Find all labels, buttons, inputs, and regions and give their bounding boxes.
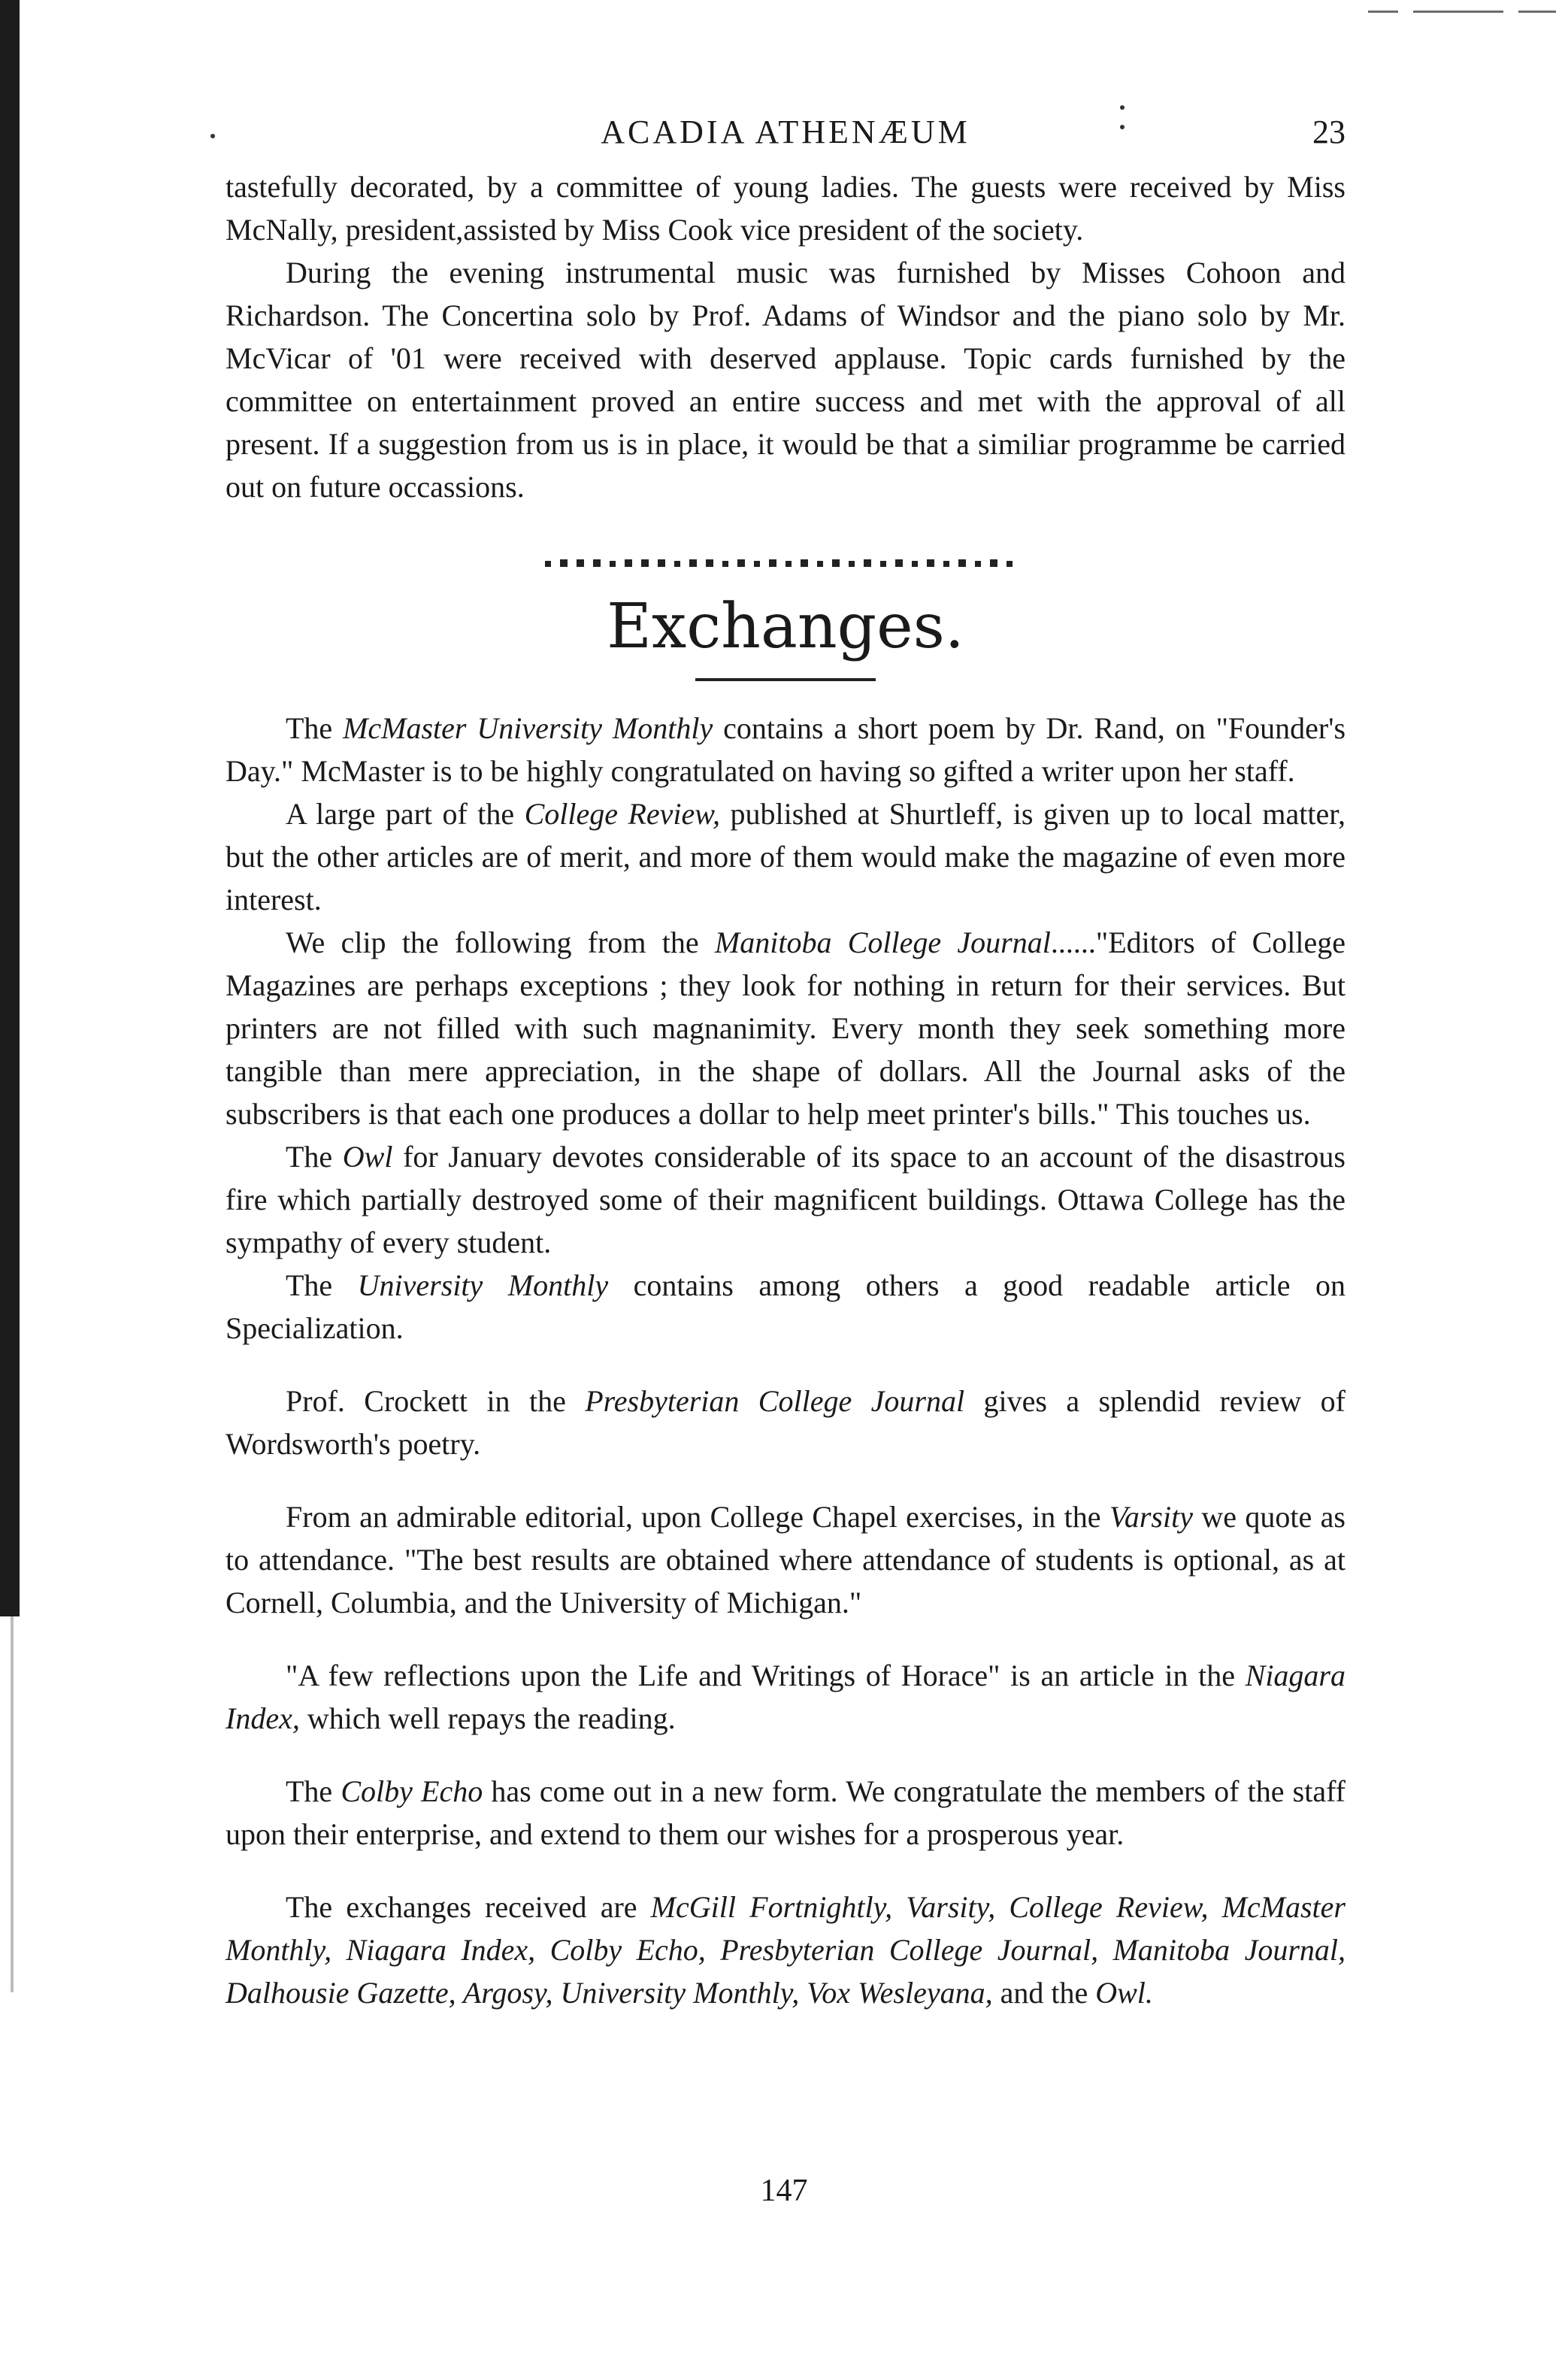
paragraph-text: Prof. Crockett in the [286, 1384, 586, 1418]
exchange-paragraph [226, 792, 1346, 921]
paragraph-text: A large part of the [286, 797, 525, 831]
paragraph-text: From an admirable editorial, upon College Chapel exercises, in the [286, 1500, 1109, 1534]
publication-title: Manitoba College Journal [714, 926, 1051, 959]
publication-title: University Monthly [357, 1268, 609, 1302]
page-body [226, 98, 1346, 2014]
publication-title: Owl [342, 1140, 393, 1174]
exchange-paragraph [226, 707, 1346, 792]
paragraph-text: The [286, 1774, 341, 1808]
paragraph-text: gives a splendid review of Wordsworth's poetry. [226, 1384, 1346, 1461]
scan-edge-mark [1368, 11, 1398, 13]
publication-title: McGill Fortnightly, Varsity, College Review, McMaster Monthly, Niagara Index, Colby Echo, Presbyterian College Journal, Manitoba Journal, Dalhousie Gazette, Argosy, University Monthly, Vox Wesleyana, [226, 1890, 1346, 2010]
paragraph-text: The exchanges received are [286, 1890, 651, 1924]
ornamental-divider [226, 556, 1346, 574]
paragraph-text: We clip the following from the [286, 926, 715, 959]
publication-title: Niagara Index, [226, 1659, 1346, 1735]
exchange-paragraph [226, 1380, 1346, 1465]
exchange-paragraph [226, 1495, 1346, 1624]
paragraph-text: The [286, 1268, 358, 1302]
scan-spine-shadow [0, 0, 20, 1616]
publication-title: Varsity [1109, 1500, 1193, 1534]
section-rule [695, 678, 876, 681]
scan-edge-mark [1518, 11, 1556, 13]
section-title: Exchanges. [607, 591, 964, 662]
exchanges-section [226, 707, 1346, 2014]
paragraph-text: and the [992, 1976, 1096, 2010]
exchange-paragraph [226, 1654, 1346, 1740]
continued-article [226, 165, 1346, 508]
scan-margin-line [11, 1616, 14, 1992]
paragraph-text: we quote as to attendance. "The best results are obtained where attendance of students is optional, as at Cornell, Columbia, and the University of Michigan." [226, 1500, 1346, 1619]
paragraph-text: "A few reflections upon the Life and Writings of Horace" is an article in the [286, 1659, 1246, 1692]
paragraph-text: published at Shurtleff, is given up to local matter, but the other articles are of merit, and more of them would make the magazine of even more interest. [226, 797, 1346, 916]
exchange-paragraph [226, 921, 1346, 1135]
publication-title: McMaster University Monthly [343, 711, 713, 745]
paragraph-text: has come out in a new form. We congratulate the members of the staff upon their enterprise, and extend to them our wishes for a prosperous year. [226, 1774, 1346, 1851]
publication-title: Presbyterian College Journal [585, 1384, 965, 1418]
header-page-number: 23 [1312, 114, 1346, 150]
exchange-paragraph [226, 1770, 1346, 1856]
paragraph-text: contains a short poem by Dr. Rand, on "Founder's Day." McMaster is to be highly congratulated on having so gifted a writer upon her staff. [226, 711, 1346, 788]
publication-title: Owl. [1095, 1976, 1153, 2010]
exchange-paragraph [226, 1886, 1346, 2014]
article-paragraph: tastefully decorated, by a committee of young ladies. The guests were received by Miss McNally, president,assisted by Miss Cook vice president of the society. [226, 170, 1346, 247]
running-title: ACADIA ATHENÆUM [601, 114, 970, 150]
paragraph-text: contains among others a good readable article on Specialization. [226, 1268, 1346, 1345]
paragraph-text: The [286, 1140, 343, 1174]
paragraph-text: for January devotes considerable of its space to an account of the disastrous fire which partially destroyed some of their magnificent buildings. Ottawa College has the sympathy of every student. [226, 1140, 1346, 1259]
paragraph-text: which well repays the reading. [299, 1701, 676, 1735]
ornament-dots-icon [545, 556, 1026, 570]
publication-title: Colby Echo [341, 1774, 483, 1808]
print-speck [1120, 105, 1125, 110]
print-speck [1120, 125, 1125, 129]
scan-edge-mark [1413, 11, 1503, 13]
article-paragraph: During the evening instrumental music was furnished by Misses Cohoon and Richardson. The Concertina solo by Prof. Adams of Windsor and the piano solo by Mr. McVicar of '01 were received with deserved applause. Topic cards furnished by the committee on entertainment proved an entire success and met with the approval of all present. If a suggestion from us is in place, it would be that a similiar programme be carried out on future occassions. [226, 256, 1346, 504]
footer-page-number: 147 [760, 2174, 808, 2208]
print-speck [210, 134, 215, 138]
paragraph-text: ......"Editors of College Magazines are perhaps exceptions ; they look for nothing in return for their services. But printers are not filled with such magnanimity. Every month they seek something more tangible than mere appreciation, in the shape of dollars. All the Journal asks of the subscribers is that each one produces a dollar to help meet printer's bills." This touches us. [226, 926, 1346, 1131]
exchange-paragraph [226, 1264, 1346, 1350]
running-header [226, 98, 1346, 165]
paragraph-text: The [286, 711, 344, 745]
publication-title: College Review, [524, 797, 720, 831]
exchange-paragraph [226, 1135, 1346, 1264]
